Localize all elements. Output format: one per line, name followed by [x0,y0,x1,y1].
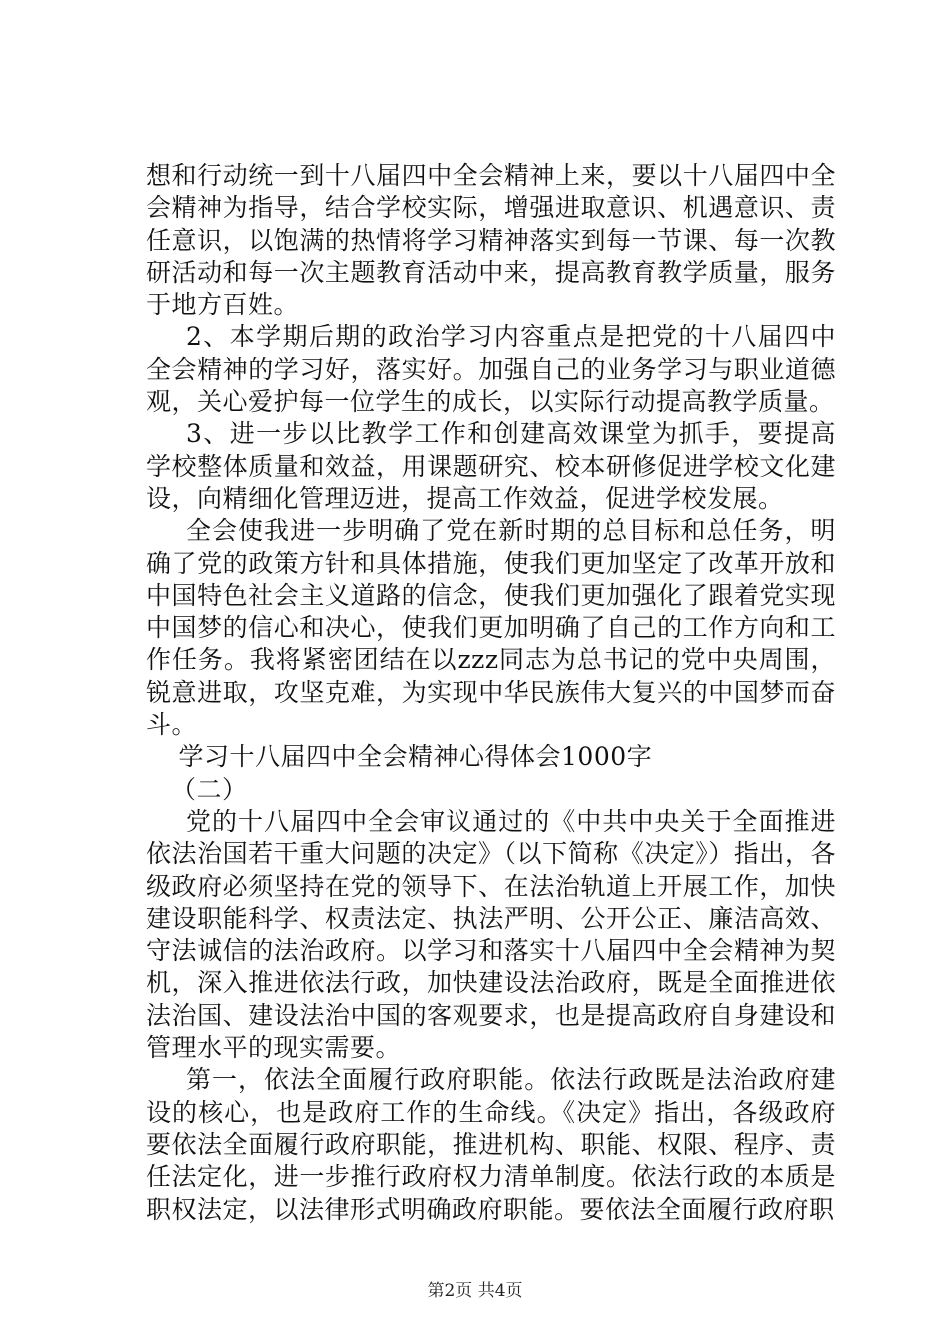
paragraph-point-3: 3、进一步以比教学工作和创建高效课堂为抓手，要提高学校整体质量和效益，用课题研究、校本研修促进学校文化建设，向精细化管理迈进，提高工作效益，促进学校发展。 [146,419,836,513]
paragraph-point-2: 2、本学期后期的政治学习内容重点是把党的十八届四中全会精神的学习好，落实好。加强自己的业务学习与职业道德观，关心爱护每一位学生的成长，以实际行动提高教学质量。 [146,322,836,417]
section-subtitle: （二） [171,774,248,804]
paragraph-conclusion: 全会使我进一步明确了党在新时期的总目标和总任务，明确了党的政策方针和具体措施，使我们更加坚定了改革开放和中国特色社会主义道路的信念，使我们更加强化了跟着党实现中国梦的信心和决心，使我们更加明确了自己的工作方向和工作任务。我将紧密团结在以zzz同志为总书记的党中央周围，锐意进取，攻坚克难，为实现中华民族伟大复兴的中国梦而奋斗。 [146,516,836,740]
paragraph-intro: 党的十八届四中全会审议通过的《中共中央关于全面推进依法治国若干重大问题的决定》（以下简称《决定》）指出，各级政府必须坚持在党的领导下、在法治轨道上开展工作，加快建设职能科学、权责法定、执法严明、公开公正、廉洁高效、守法诚信的法治政府。以学习和落实十八届四中全会精神为契机，深入推进依法行政，加快建设法治政府，既是全面推进依法治国、建设法治中国的客观要求，也是提高政府自身建设和管理水平的现实需要。 [146,806,836,1063]
section-title: 学习十八届四中全会精神心得体会1000字 [178,742,653,772]
page-number-footer: 第2页 共4页 [427,1281,523,1301]
document-body [146,160,836,1226]
paragraph-continuation: 想和行动统一到十八届四中全会精神上来，要以十八届四中全会精神为指导，结合学校实际，增强进取意识、机遇意识、责任意识，以饱满的热情将学习精神落实到每一节课、每一次教研活动和每一次主题教育活动中来，提高教育教学质量，服务于地方百姓。 [146,161,836,320]
paragraph-first-point: 第一，依法全面履行政府职能。依法行政既是法治政府建设的核心，也是政府工作的生命线。《决定》指出，各级政府要依法全面履行政府职能，推进机构、职能、权限、程序、责任法定化，进一步推行政府权力清单制度。依法行政的本质是职权法定，以法律形式明确政府职能。要依法全面履行政府职 [146,1065,836,1224]
